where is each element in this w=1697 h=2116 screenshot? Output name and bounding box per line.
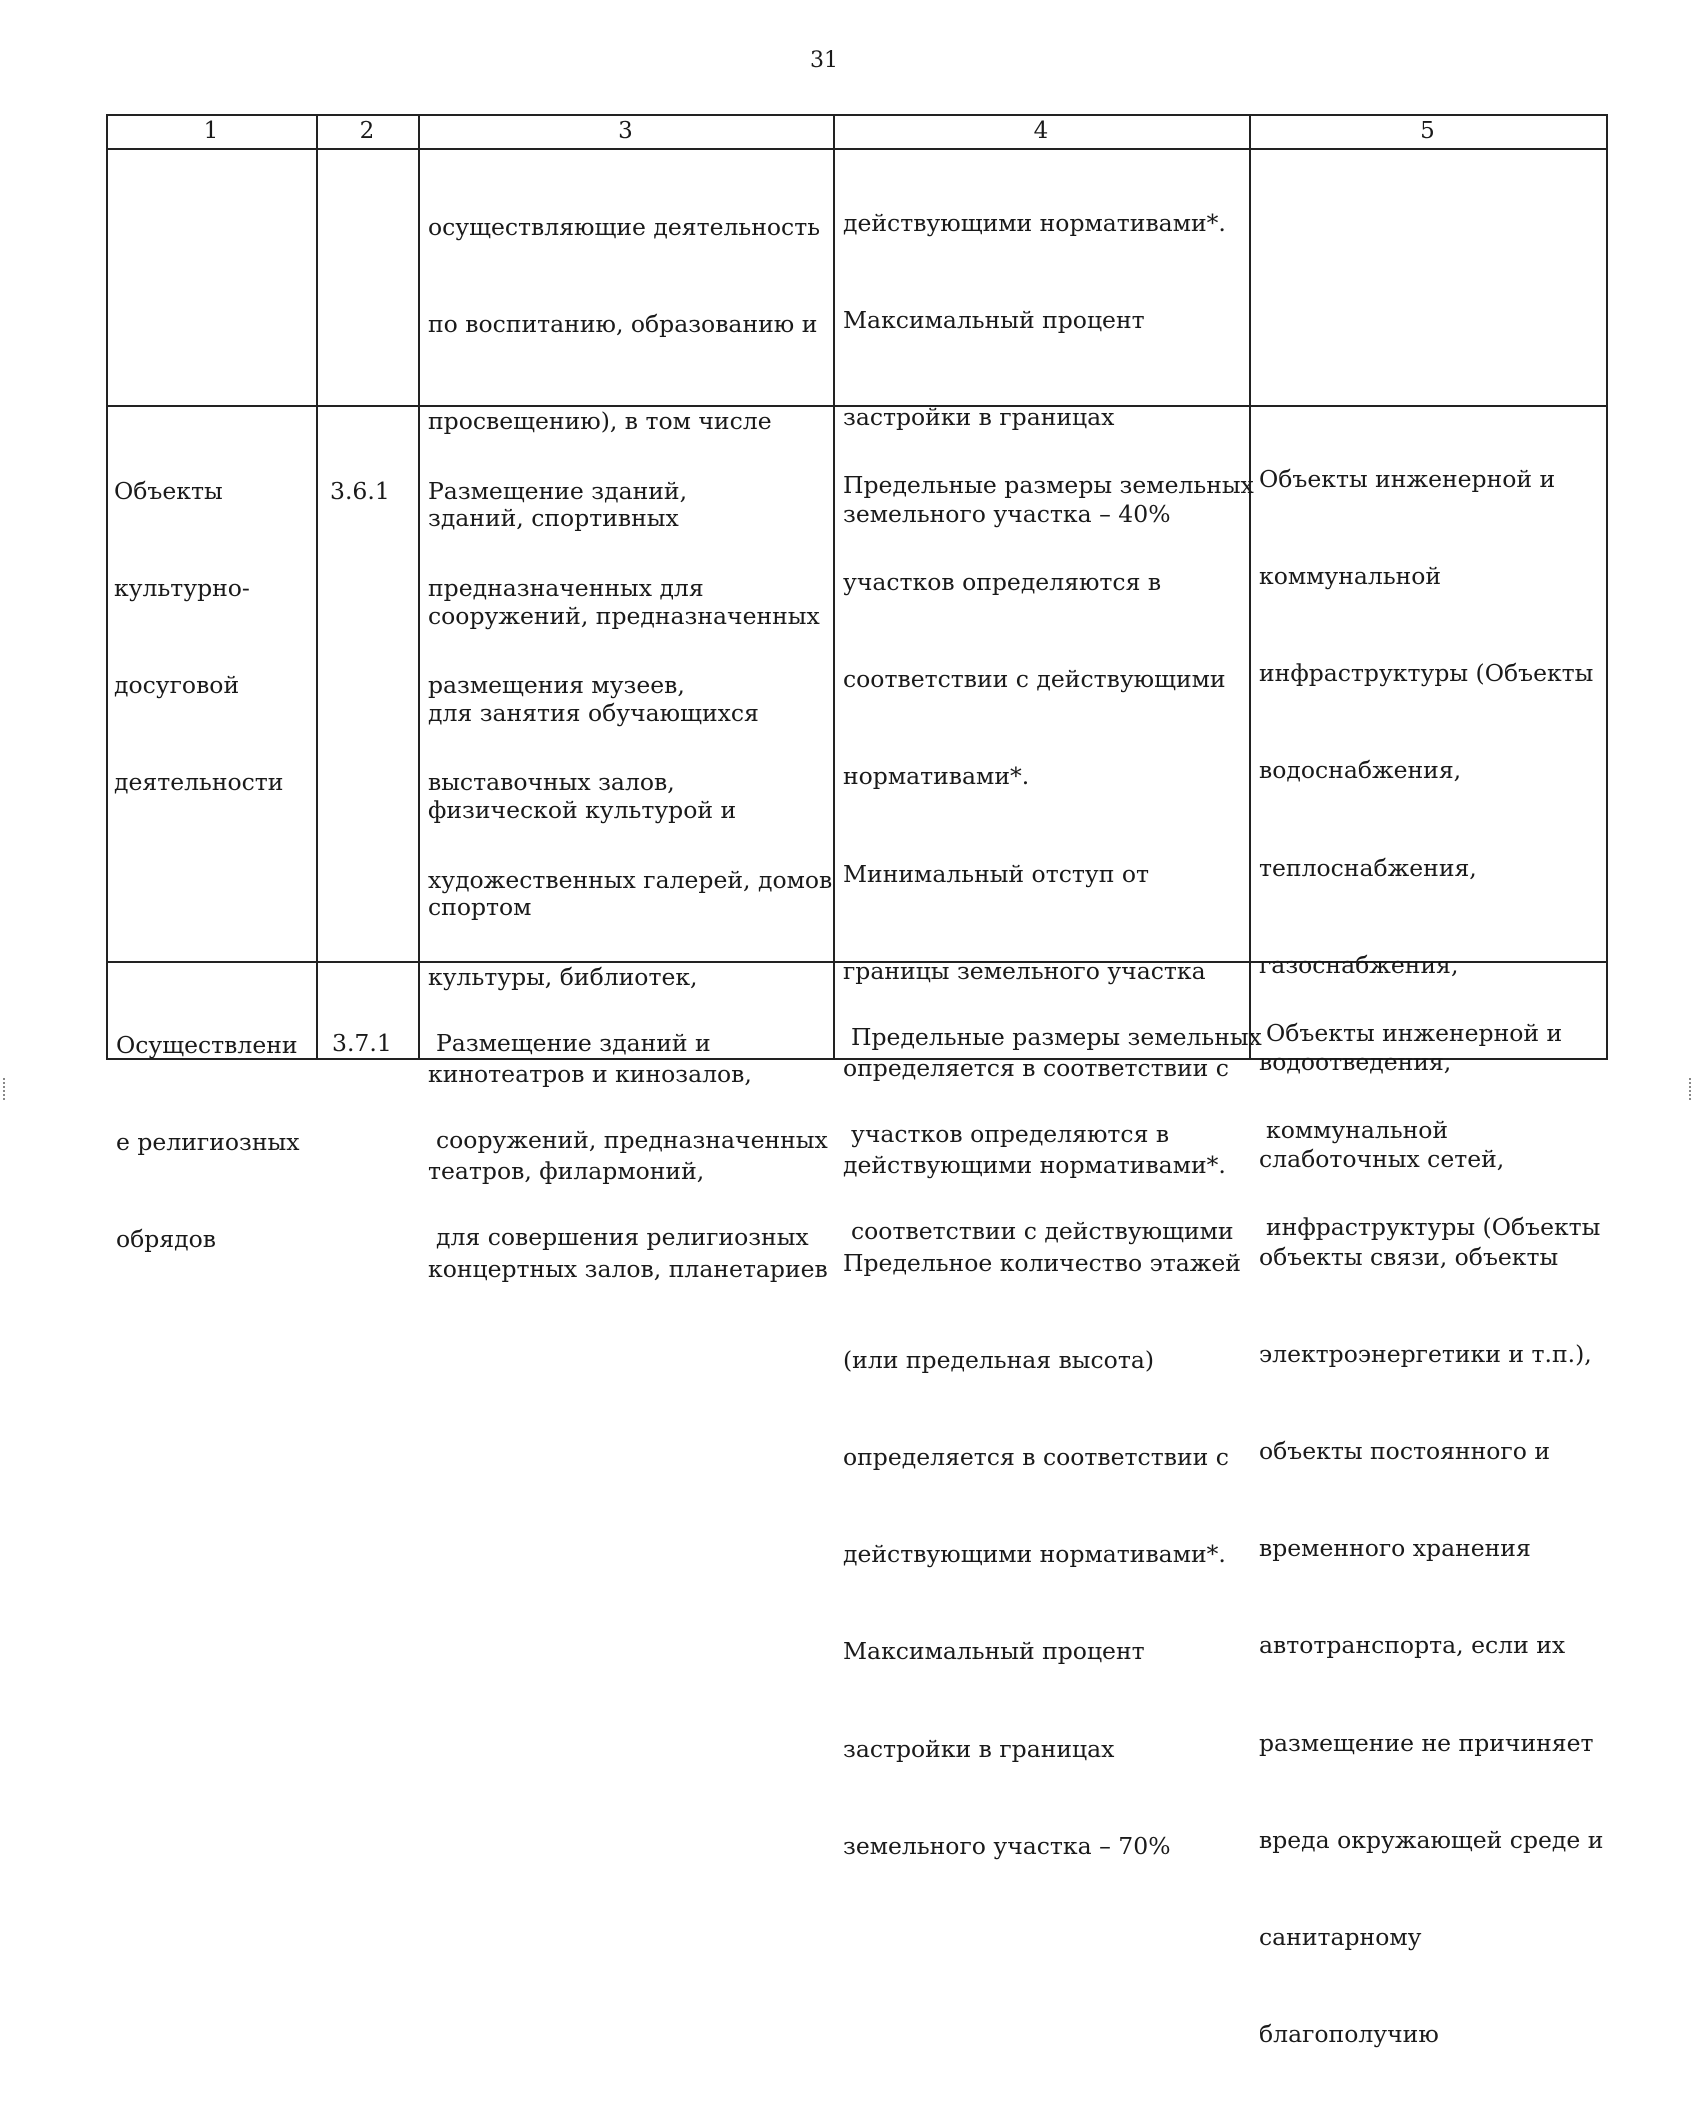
text-line: выставочных залов, bbox=[428, 768, 675, 797]
text-line: инфраструктуры (Объекты bbox=[1259, 659, 1594, 688]
text-line: теплоснабжения, bbox=[1259, 853, 1477, 882]
text-line: границы земельного участка bbox=[843, 956, 1206, 985]
text-line: соответствии с действующими bbox=[851, 1217, 1234, 1246]
permitted-use-table bbox=[106, 114, 1608, 2049]
text-line: театров, филармоний, bbox=[428, 1157, 705, 1186]
text-line: для совершения религиозных bbox=[436, 1223, 809, 1252]
text-line: определяется в соответствии с bbox=[843, 1443, 1229, 1471]
text-line: слаботочных сетей, bbox=[1259, 1145, 1505, 1174]
column-border bbox=[1606, 114, 1608, 1060]
text-line: определяется в соответствии с bbox=[843, 1054, 1229, 1083]
text-line: участков определяются в bbox=[843, 568, 1162, 597]
cell-description bbox=[436, 962, 828, 1318]
text-line: культурно- bbox=[114, 574, 250, 603]
text-line: Объекты bbox=[114, 476, 223, 505]
text-line: 3.6.1 bbox=[330, 476, 390, 505]
text-line: водоотведения, bbox=[1259, 1048, 1452, 1077]
text-line: концертных залов, планетариев bbox=[428, 1254, 828, 1283]
text-line: Максимальный процент bbox=[843, 1637, 1145, 1666]
text-line: Размещение зданий, bbox=[428, 476, 688, 505]
text-line: водоснабжения, bbox=[1259, 756, 1462, 785]
text-line: просвещению), в том числе bbox=[428, 407, 772, 436]
column-header: 5 bbox=[1420, 118, 1435, 144]
column-border bbox=[106, 114, 108, 1060]
text-line: Минимальный отступ от bbox=[843, 859, 1149, 888]
text-line: земельного участка – 70% bbox=[843, 1831, 1171, 1860]
cell-use-name bbox=[116, 964, 299, 1320]
text-line: е религиозных bbox=[116, 1128, 300, 1157]
column-border bbox=[316, 114, 318, 1060]
text-line: художественных галерей, домов bbox=[428, 865, 833, 894]
text-line: участков определяются в bbox=[851, 1120, 1170, 1149]
column-header: 1 bbox=[203, 118, 219, 144]
text-line: сооружений, предназначенных bbox=[428, 601, 820, 630]
column-header: 3 bbox=[618, 118, 633, 144]
text-line: коммунальной bbox=[1259, 562, 1442, 591]
text-line: вреда окружающей среде и bbox=[1259, 1825, 1604, 1854]
text-line: Объекты инженерной и bbox=[1259, 464, 1556, 493]
text-line: Предельное количество этажей bbox=[843, 1248, 1241, 1277]
text-line: действующими нормативами*. bbox=[843, 208, 1226, 237]
text-line: застройки в границах bbox=[843, 1734, 1115, 1763]
text-line: благополучию bbox=[1259, 2020, 1439, 2049]
column-header: 2 bbox=[359, 118, 375, 144]
text-line: застройки в границах bbox=[843, 403, 1115, 432]
text-line: Предельные размеры земельных bbox=[851, 1022, 1262, 1051]
cell-auxiliary-uses bbox=[1266, 952, 1600, 1308]
text-line: временного хранения bbox=[1259, 1534, 1531, 1563]
text-line: размещение не причиняет bbox=[1259, 1728, 1594, 1757]
text-line: газоснабжения, bbox=[1259, 950, 1459, 979]
cell-code bbox=[330, 410, 390, 572]
text-line: спортом bbox=[428, 893, 532, 922]
text-line: предназначенных для bbox=[428, 574, 704, 603]
text-line: автотранспорта, если их bbox=[1259, 1631, 1566, 1660]
text-line: Предельные размеры земельных bbox=[843, 470, 1254, 499]
text-line: деятельности bbox=[114, 768, 284, 797]
text-line: соответствии с действующими bbox=[843, 665, 1226, 694]
text-line: действующими нормативами*. bbox=[843, 1540, 1226, 1569]
text-line: 3.7.1 bbox=[332, 1028, 392, 1057]
text-line: объекты связи, объекты bbox=[1259, 1242, 1559, 1271]
page-number: 31 bbox=[810, 48, 838, 73]
column-border bbox=[833, 114, 835, 1060]
text-line: сооружений, предназначенных bbox=[436, 1126, 828, 1155]
column-header: 4 bbox=[1033, 118, 1049, 144]
text-line: кинотеатров и кинозалов, bbox=[428, 1060, 752, 1089]
text-line: Размещение зданий и bbox=[436, 1028, 711, 1057]
cell-parameters bbox=[851, 956, 1262, 1312]
text-line: электроэнергетики и т.п.), bbox=[1259, 1339, 1592, 1368]
text-line: зданий, спортивных bbox=[428, 504, 679, 533]
scan-margin-mark bbox=[1689, 1078, 1694, 1100]
text-line: размещения музеев, bbox=[428, 671, 685, 700]
text-line: Осуществлени bbox=[116, 1030, 298, 1059]
text-line: культуры, библиотек, bbox=[428, 962, 698, 991]
cell-use-name bbox=[114, 410, 283, 864]
text-line: земельного участка – 40% bbox=[843, 500, 1171, 529]
text-line: нормативами*. bbox=[843, 762, 1030, 791]
text-line: инфраструктуры (Объекты bbox=[1266, 1213, 1601, 1242]
text-line: для занятия обучающихся bbox=[428, 698, 759, 727]
text-line: физической культурой и bbox=[428, 796, 737, 825]
text-line: коммунальной bbox=[1266, 1116, 1449, 1145]
text-line: Объекты инженерной и bbox=[1266, 1018, 1563, 1047]
text-line: объекты постоянного и bbox=[1259, 1437, 1551, 1465]
text-line: действующими нормативами*. bbox=[843, 1151, 1226, 1180]
cell-code bbox=[332, 962, 392, 1124]
scan-margin-mark bbox=[3, 1078, 8, 1100]
text-line: досуговой bbox=[114, 671, 240, 700]
text-line: по воспитанию, образованию и bbox=[428, 310, 818, 339]
text-line: (или предельная высота) bbox=[843, 1345, 1154, 1374]
text-line: Максимальный процент bbox=[843, 306, 1145, 335]
text-line: обрядов bbox=[116, 1225, 217, 1254]
text-line: осуществляющие деятельность bbox=[428, 212, 820, 241]
text-line: санитарному bbox=[1259, 1923, 1422, 1952]
column-border bbox=[418, 114, 420, 1060]
